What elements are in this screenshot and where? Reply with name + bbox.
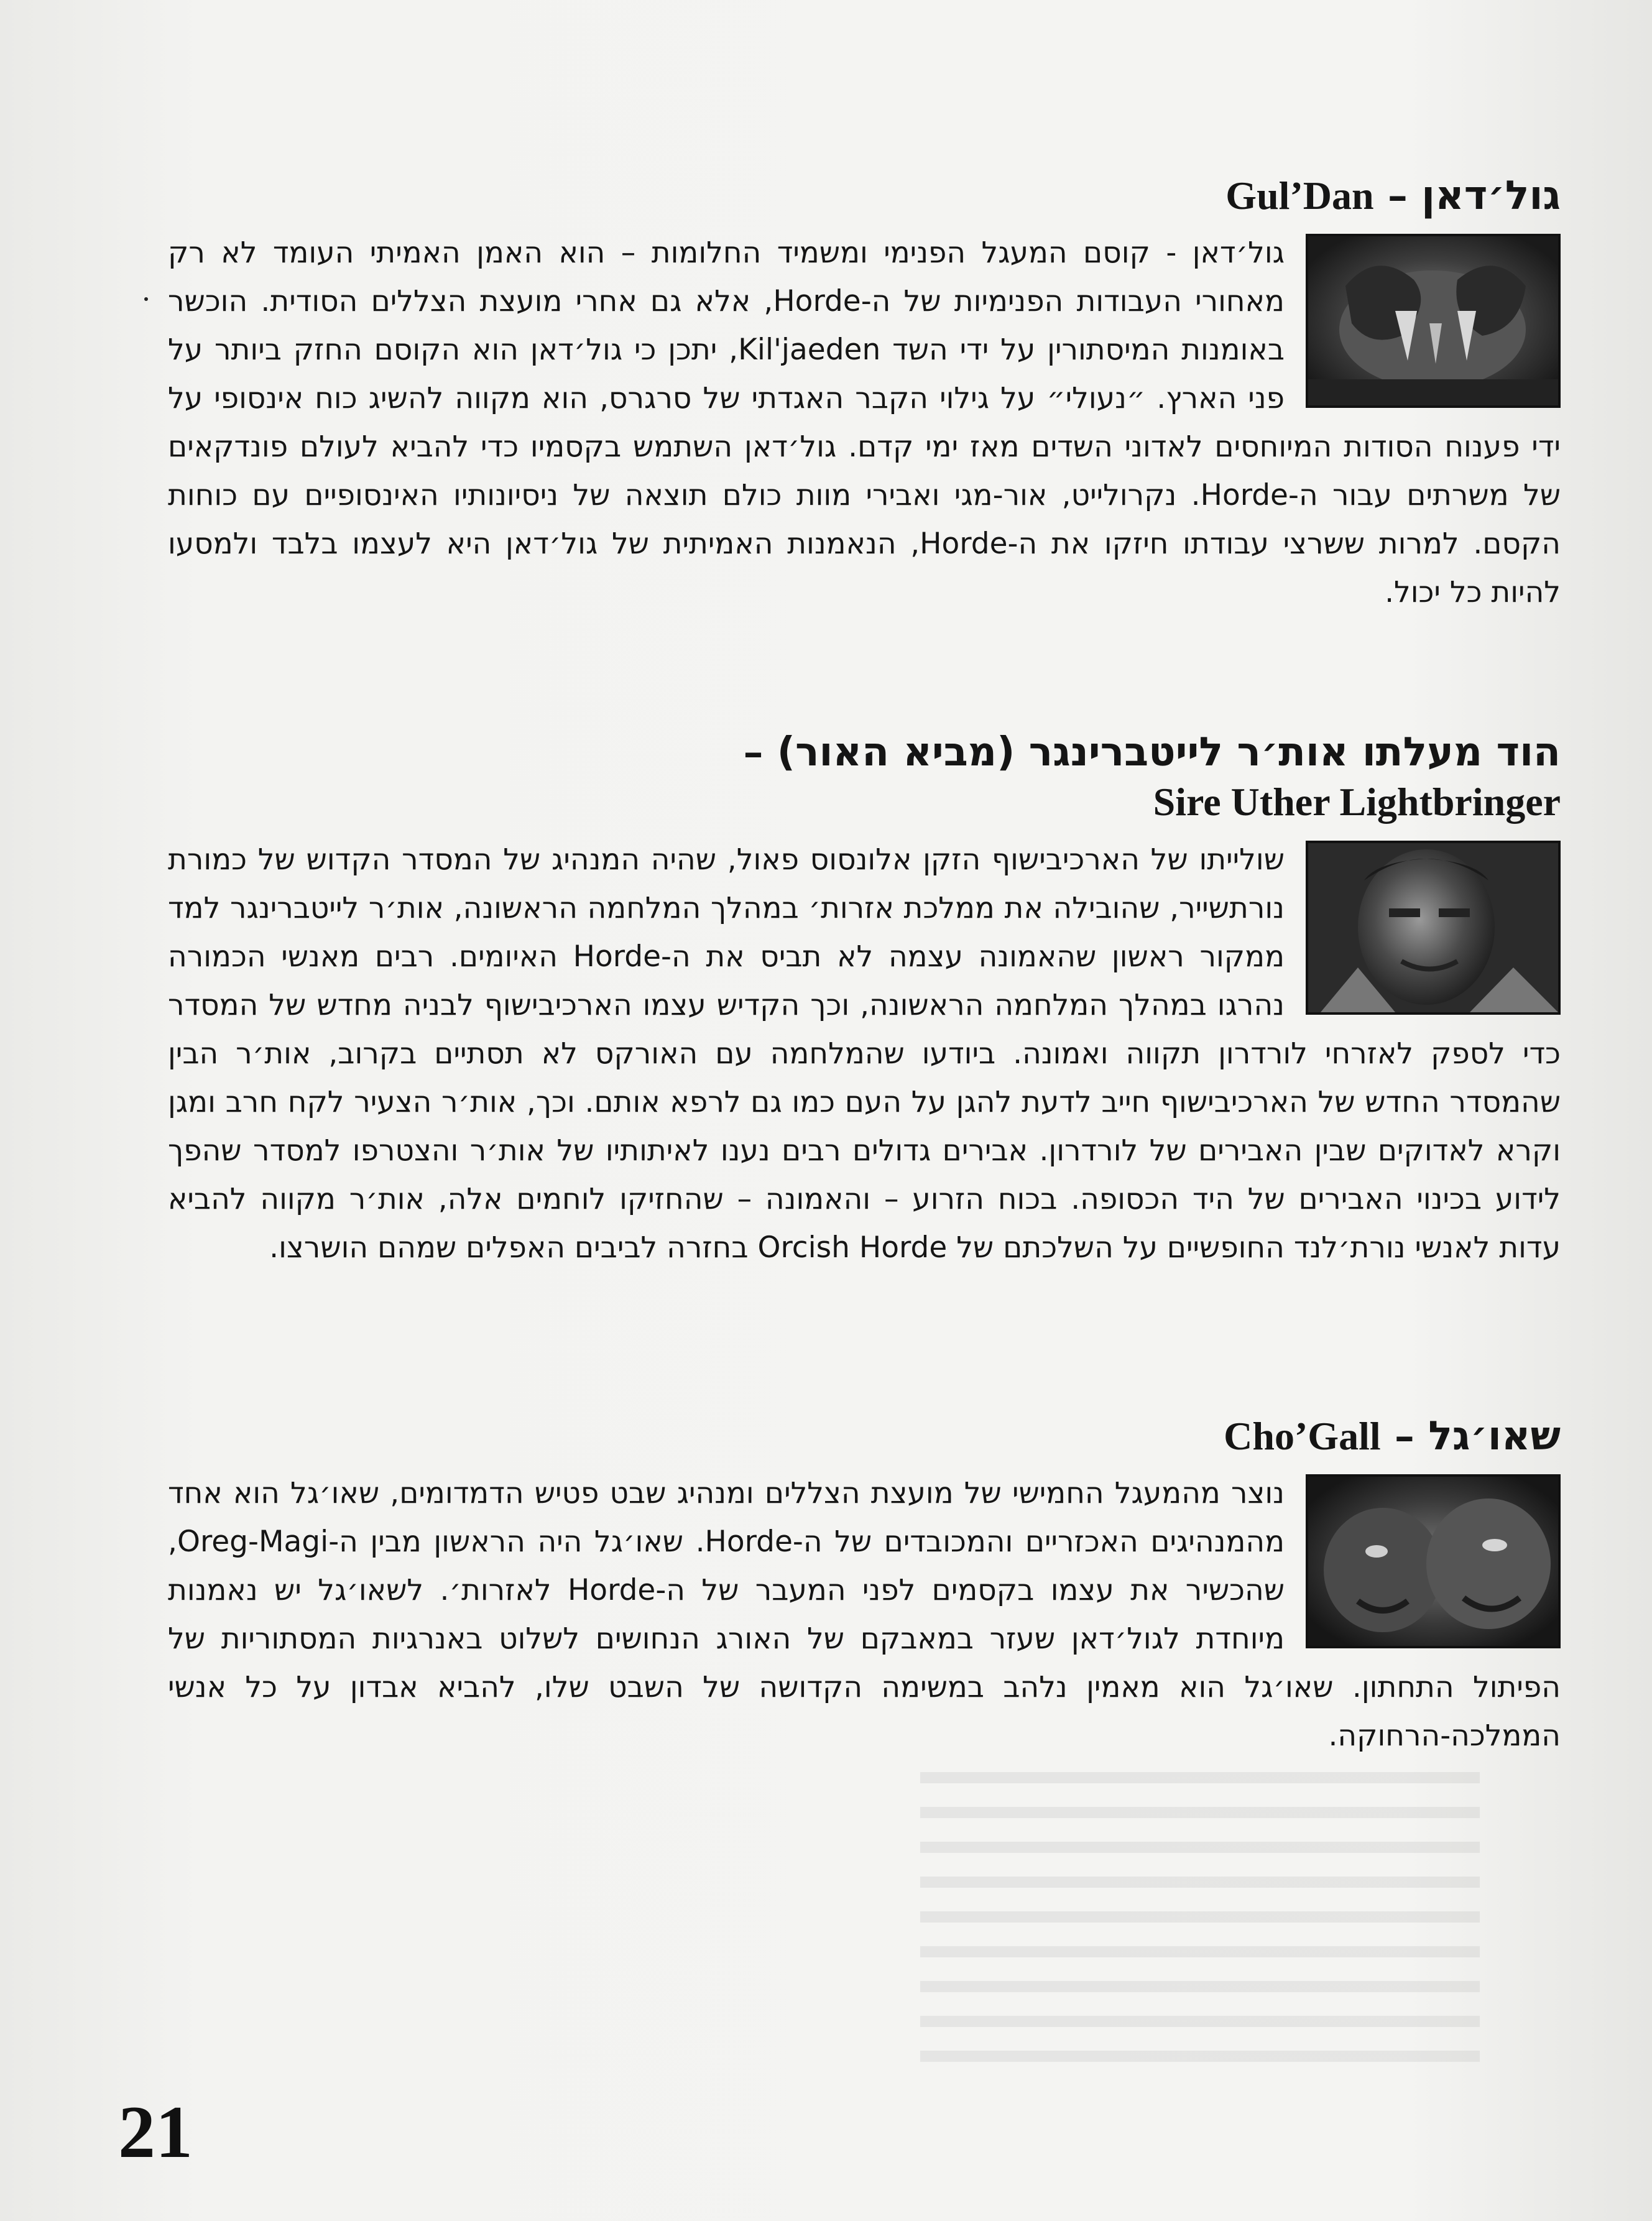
chogall-portrait-image — [1308, 1477, 1558, 1646]
section-guldan — [168, 174, 1561, 617]
chogall-portrait-icon — [1306, 1474, 1561, 1648]
section-body: גול׳דאן - קוסם המעגל הפנימי ומשמיד החלומות – הוא האמן האמיתי העומד לא רק מאחורי העבודות הפנימיות של ה-Horde, אלא גם אחרי מועצת הצללים הסודית. הוכשר באומנות המיסתורין על ידי השד Kil'jaeden, יתכן כי גול׳דאן הוא הקוסם החזק ביותר על פני הארץ. ״נעולי״ על גילוי הקבר האגדתי של סרגרס, הוא מקווה להשיג כוח אינסופי על ידי פענוח הסודות המיוחסים לאדוני השדים מאז ימי קדם. גול׳דאן השתמש בקסמיו כדי להביא לעולם פונדקאים של משרתים עבור ה-Horde. נקרולייט, אור-מגי ואבירי מוות כולם תוצאה של ניסיונותיו האינסופיים עם כוחות הקסם. למרות ששרצי עבודתו חיזקו את ה-Horde, הנאמנות האמיתית של גול׳דאן היא לעצמו בלבד ולמסעו להיות כל יכול. — [168, 236, 1561, 610]
uther-portrait-icon — [1306, 841, 1561, 1015]
guldan-portrait-icon — [1306, 234, 1561, 408]
heading-hebrew: שאו׳גל — [1428, 1413, 1561, 1459]
bleed-through-text — [920, 1772, 1480, 2083]
page-number: 21 — [118, 2090, 193, 2173]
section-body: נוצר מהמעגל החמישי של מועצת הצללים ומנהיג שבט פטיש הדמדומים, שאו׳גל הוא אחד מהמנהיגים האכזריים והמכובדים של ה-Horde. שאו׳גל היה הראשון מבין ה-Oreg-Magi, שהכשיר את עצמו בקסמים לפני המעבר של ה-Horde לאזרות׳. לשאו׳גל יש נאמנות מיוחדת לגול׳דאן שעזר במאבקם של האורג הנחושים לשלוט באנרגיות המסתוריות של הפיתול התחתון. שאו׳גל הוא מאמין נלהב במשימה הקדושה של השבט שלו, להביא אבדון על כל אנשי הממלכה-הרחוקה. — [168, 1476, 1561, 1753]
guldan-portrait-image — [1308, 236, 1558, 405]
heading-hebrew: הוד מעלתו אות׳ר לייטברינגר (מביא האור) — [777, 729, 1561, 775]
section-heading: Cho’Gall – שאו׳גל — [1224, 1413, 1561, 1459]
section-heading: – הוד מעלתו אות׳ר לייטברינגר (מביא האור) Sire Uther Lightbringer — [168, 731, 1561, 824]
heading-hebrew: גול׳דאן — [1421, 173, 1561, 219]
section-heading: Gul’Dan – גול׳דאן — [1225, 172, 1561, 219]
heading-english: Sire Uther Lightbringer — [1153, 780, 1561, 824]
section-uther — [168, 731, 1561, 1272]
heading-english: Gul’Dan — [1225, 173, 1374, 218]
uther-portrait-image — [1308, 843, 1558, 1012]
section-chogall — [168, 1415, 1561, 1760]
heading-english: Cho’Gall — [1224, 1414, 1381, 1458]
section-body: שולייתו של הארכיבישוף הזקן אלונסוס פאול, שהיה המנהיג של המסדר הקדוש של כמורת נורתשייר, שהובילה את ממלכת אזרות׳ במהלך המלחמה הראשונה, אות׳ר לייטברינגר למד ממקור ראשון שהאמונה עצמה לא תביס את ה-Horde האיומים. רבים מאנשי הכמורה נהרגו במהלך המלחמה הראשונה, וכך הקדיש עצמו הארכיבישוף לבניה מחדש של המסדר כדי לספק לאזרחי לורדרון תקווה ואמונה. ביודעו שהמלחמה עם האורקס לא תסתיים בקרוב, אות׳ר הבין שהמסדר החדש של הארכיבישוף חייב לדעת להגן על העם כמו גם לרפא אותם. וכך, אות׳ר הצעיר לקח חרב ומגן וקרא לאדוקים שבין האבירים של לורדרון. אבירים גדולים רבים נענו לאיתותיו של אות׳ר והצטרפו למסדר שהפך לידוע בכינוי האבירים של היד הכסופה. בכוח הזרוע – והאמונה – שהחזיקו לוחמים אלה, אות׳ר מקווה להביא עדות לאנשי נורת׳לנד החופשיים על השלכתם של Orcish Horde בחזרה לביבים האפלים שמהם הושרצו. — [168, 842, 1561, 1265]
speck — [144, 297, 148, 301]
